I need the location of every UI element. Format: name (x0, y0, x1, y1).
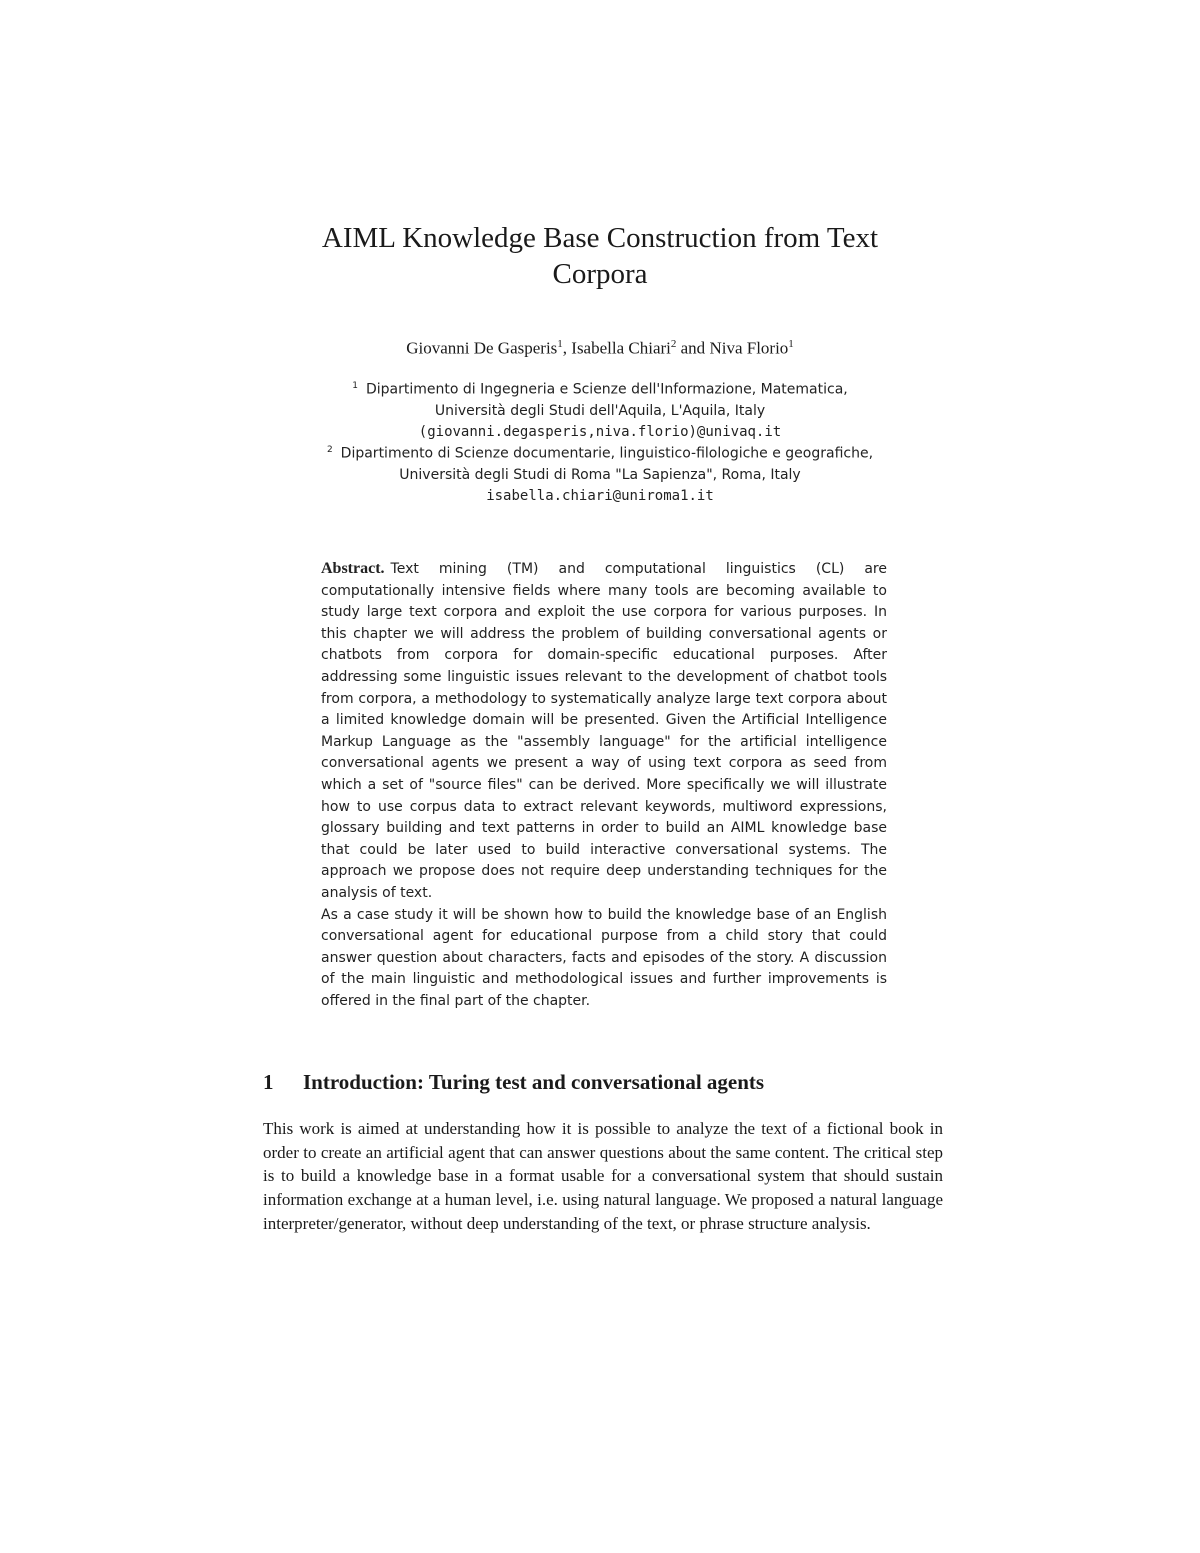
author-name: Niva Florio (709, 338, 789, 358)
abstract-paragraph-2: As a case study it will be shown how to build the knowledge base of an English conversational agent for educational purpose from a child story that could answer question about characters, facts and episodes of the story. A discussion of the main linguistic and methodological issues and further improvements is offered in the final part of the chapter. (321, 906, 887, 1009)
affiliation-1 (200, 376, 1000, 443)
author-name: Giovanni De Gasperis (406, 338, 558, 358)
author-separator: and (676, 338, 710, 358)
affiliation-university: Università degli Studi dell'Aquila, L'Aquila, Italy (434, 402, 766, 419)
body-paragraph: This work is aimed at understanding how it is possible to analyze the text of a fictional book in order to create an artificial agent that can answer questions about the same content. The critical step is to build a knowledge base in a format usable for a conversational system that should sustain information exchange at a human level, i.e. using natural language. We proposed a natural language interpreter/generator, without deep understanding of the text, or phrase structure analysis. (263, 1119, 943, 1233)
affiliation-mark: 2 (670, 338, 677, 350)
title-line-2: Corpora (552, 258, 648, 290)
author-name: Isabella Chiari (571, 338, 671, 358)
abstract-label: Abstract. (321, 560, 385, 577)
section-title: Introduction: Turing test and conversational agents (303, 1070, 765, 1094)
affiliation-mark: 2 (326, 445, 333, 455)
author-separator: , (562, 338, 572, 358)
affiliation-mark: 1 (557, 338, 563, 350)
affiliation-email: isabella.chiari@uniroma1.it (486, 487, 714, 504)
affiliation-mark: 1 (788, 338, 794, 350)
affiliation-department: Dipartimento di Ingegneria e Scienze dell'Informazione, Matematica, (365, 381, 848, 398)
affiliation-university: Università degli Studi di Roma "La Sapienza", Roma, Italy (399, 466, 801, 483)
abstract-paragraph-1: Text mining (TM) and computational linguistics (CL) are computationally intensive fields where many tools are becoming available to study large text corpora and exploit the use corpora for various purposes. In this chapter we will address the problem of building conversational agents or chatbots from corpora for domain-specific educational purposes. After addressing some linguistic issues relevant to the development of chatbot tools from corpora, a methodology to systematically analyze large text corpora about a limited knowledge domain will be presented. Given the Artificial Intelligence Markup Language as the "assembly language" for the artificial intelligence conversational agents we present a way of using text corpora as seed from which a set of "source files" can be derived. More specifically we will illustrate how to use corpus data to extract relevant keywords, multiword expressions, glossary building and text patterns in order to build an AIML knowledge base that could be later used to build interactive conversational systems. The approach we propose does not require deep understanding techniques for the analysis of text. (321, 561, 887, 901)
affiliation-2 (200, 440, 1000, 507)
title-line-1: AIML Knowledge Base Construction from Text (321, 222, 879, 254)
author-list (200, 332, 1000, 361)
affiliation-mark: 1 (352, 381, 358, 391)
affiliation-email: (giovanni.degasperis,niva.florio)@univaq.it (418, 423, 782, 440)
section-body (263, 1117, 943, 1236)
abstract (321, 558, 887, 1012)
affiliation-department: Dipartimento di Scienze documentarie, linguistico-filologiche e geografiche, (340, 445, 874, 462)
section-heading (263, 1068, 963, 1096)
section-number: 1 (263, 1070, 274, 1094)
paper-title (200, 220, 1000, 292)
